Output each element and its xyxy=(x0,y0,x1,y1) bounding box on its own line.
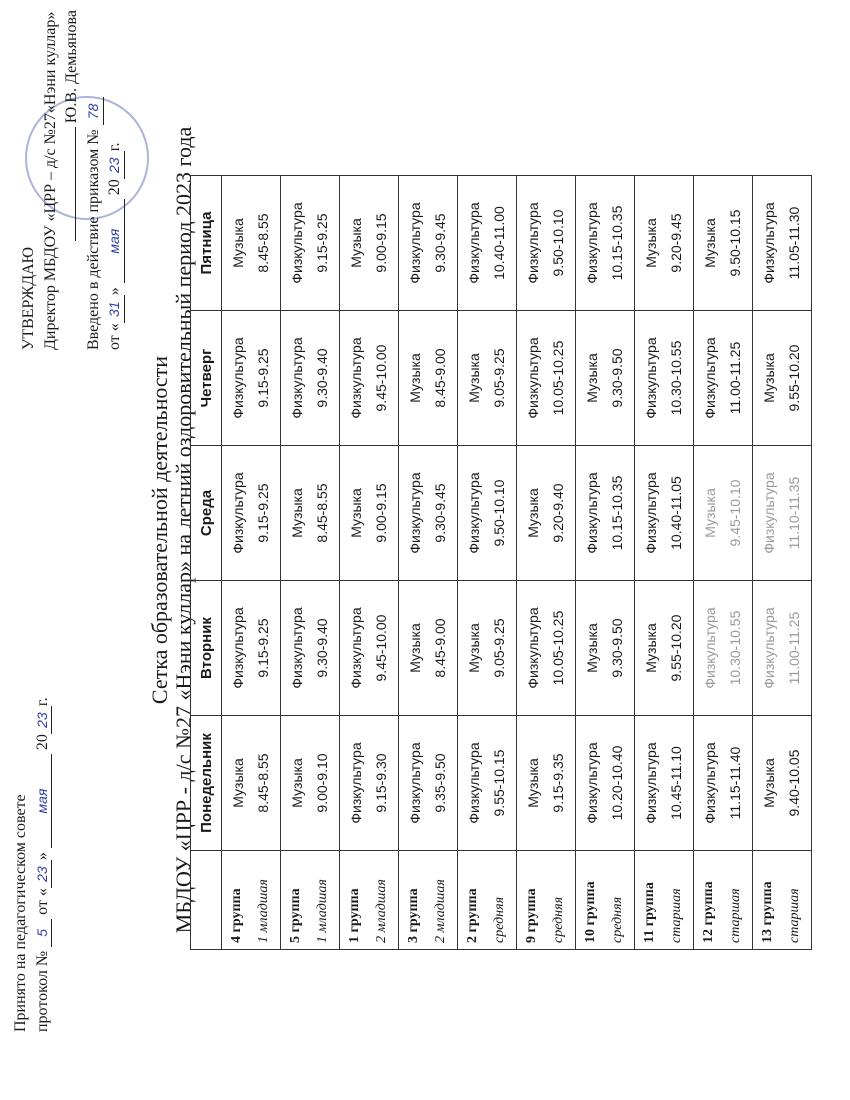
lesson-cell-thursday xyxy=(281,311,340,446)
lesson-time: 10.05-10.25 xyxy=(550,340,566,416)
order-date-line xyxy=(104,10,126,350)
lesson-time: 9.30-9.45 xyxy=(432,213,448,273)
lesson-subject: Физкультура xyxy=(524,202,541,284)
group-name: 3 группа xyxy=(406,888,422,943)
table-row xyxy=(222,176,281,950)
lesson-cell-tuesday xyxy=(753,581,812,716)
group-age: средняя xyxy=(492,896,507,943)
lesson-time: 9.20-9.45 xyxy=(668,213,684,273)
protocol-month: мая xyxy=(33,754,53,848)
lesson-subject: Музыка xyxy=(701,218,718,268)
lesson-cell-friday xyxy=(340,176,399,311)
lesson-cell-thursday xyxy=(340,311,399,446)
lesson-time: 9.15-9.30 xyxy=(373,753,389,813)
lesson-time: 10.30-10.55 xyxy=(727,610,743,686)
header-tuesday: Вторник xyxy=(191,581,222,716)
lesson-time: 9.35-9.50 xyxy=(432,753,448,813)
group-name: 12 группа xyxy=(701,881,717,943)
lesson-cell-thursday xyxy=(576,311,635,446)
lesson-cell-tuesday xyxy=(281,581,340,716)
lesson-time: 9.45-10.00 xyxy=(373,614,389,682)
lesson-cell-friday xyxy=(517,176,576,311)
group-cell xyxy=(399,851,458,950)
director-name-line xyxy=(61,10,83,350)
council-line: Принято на педагогическом совете xyxy=(12,794,29,1032)
lesson-subject: Физкультура xyxy=(406,472,423,554)
lesson-subject: Музыка xyxy=(760,353,777,403)
lesson-time: 9.05-9.25 xyxy=(491,348,507,408)
table-row xyxy=(399,176,458,950)
lesson-time: 8.45-8.55 xyxy=(314,483,330,543)
lesson-time: 11.15-11.40 xyxy=(727,746,743,820)
lesson-time: 9.00-9.15 xyxy=(373,483,389,543)
table-row xyxy=(340,176,399,950)
lesson-subject: Физкультура xyxy=(583,742,600,824)
lesson-time: 9.45-10.10 xyxy=(727,479,743,547)
lesson-time: 10.05-10.25 xyxy=(550,610,566,686)
lesson-cell-thursday xyxy=(753,311,812,446)
order-year-prefix: 20 xyxy=(106,179,124,196)
lesson-cell-wednesday xyxy=(340,446,399,581)
order-year-suffix: 23 xyxy=(105,151,125,179)
lesson-time: 9.55-10.20 xyxy=(668,614,684,682)
protocol-year-end: г. xyxy=(33,697,51,707)
group-cell xyxy=(517,851,576,950)
lesson-subject: Музыка xyxy=(701,488,718,538)
lesson-time: 10.15-10.35 xyxy=(609,205,625,281)
lesson-subject: Физкультура xyxy=(288,337,305,419)
lesson-time: 9.30-9.40 xyxy=(314,618,330,678)
lesson-time: 9.15-9.35 xyxy=(550,753,566,813)
order-month: мая xyxy=(105,199,125,283)
protocol-day: 23 xyxy=(33,860,53,888)
lesson-cell-friday xyxy=(694,176,753,311)
group-name: 5 группа xyxy=(288,888,304,943)
lesson-time: 10.15-10.35 xyxy=(609,475,625,551)
group-name: 11 группа xyxy=(642,882,658,943)
lesson-cell-monday xyxy=(458,716,517,851)
group-name: 2 группа xyxy=(465,888,481,943)
lesson-subject: Физкультура xyxy=(465,472,482,554)
order-date-mid: » xyxy=(106,287,124,296)
lesson-subject: Музыка xyxy=(406,623,423,673)
header-monday: Понедельник xyxy=(191,716,222,851)
group-age: 1 младшая xyxy=(315,879,330,943)
lesson-cell-wednesday xyxy=(576,446,635,581)
protocol-number: 5 xyxy=(33,919,53,947)
group-age: 2 младшая xyxy=(374,879,389,943)
lesson-subject: Физкультура xyxy=(642,472,659,554)
lesson-subject: Музыка xyxy=(347,488,364,538)
lesson-subject: Музыка xyxy=(642,218,659,268)
header-thursday: Четверг xyxy=(191,311,222,446)
lesson-cell-tuesday xyxy=(576,581,635,716)
lesson-cell-tuesday xyxy=(517,581,576,716)
table-row xyxy=(576,176,635,950)
protocol-date-prefix: от « xyxy=(33,888,51,915)
lesson-subject: Физкультура xyxy=(347,337,364,419)
lesson-time: 9.30-9.45 xyxy=(432,483,448,543)
lesson-subject: Физкультура xyxy=(583,472,600,554)
lesson-subject: Музыка xyxy=(229,218,246,268)
lesson-time: 10.20-10.40 xyxy=(609,745,625,821)
lesson-cell-wednesday xyxy=(281,446,340,581)
lesson-cell-friday xyxy=(399,176,458,311)
lesson-time: 9.30-9.40 xyxy=(314,348,330,408)
lesson-cell-wednesday xyxy=(694,446,753,581)
lesson-cell-tuesday xyxy=(222,581,281,716)
lesson-time: 9.55-10.15 xyxy=(491,749,507,817)
lesson-subject: Музыка xyxy=(524,758,541,808)
lesson-cell-monday xyxy=(694,716,753,851)
lesson-time: 9.50-10.15 xyxy=(727,209,743,277)
lesson-subject: Физкультура xyxy=(760,607,777,689)
order-day: 31 xyxy=(105,295,125,323)
lesson-time: 9.00-9.15 xyxy=(373,213,389,273)
group-age: старшая xyxy=(669,888,684,943)
lesson-subject: Физкультура xyxy=(642,742,659,824)
lesson-time: 9.15-9.25 xyxy=(255,483,271,543)
lesson-subject: Музыка xyxy=(406,353,423,403)
group-cell xyxy=(458,851,517,950)
lesson-cell-monday xyxy=(281,716,340,851)
lesson-time: 10.45-11.10 xyxy=(668,746,684,820)
group-age: 1 младшая xyxy=(256,879,271,943)
lesson-subject: Физкультура xyxy=(701,337,718,419)
lesson-cell-thursday xyxy=(635,311,694,446)
lesson-cell-friday xyxy=(753,176,812,311)
protocol-line xyxy=(32,572,54,1032)
director-title: Директор МБДОУ «ЦРР – д/с №27«Нэни куллар» xyxy=(41,11,59,350)
lesson-subject: Музыка xyxy=(583,353,600,403)
lesson-time: 9.30-9.50 xyxy=(609,618,625,678)
header-row xyxy=(191,176,222,950)
table-row xyxy=(635,176,694,950)
group-name: 9 группа xyxy=(524,888,540,943)
lesson-subject: Физкультура xyxy=(288,202,305,284)
order-year-end: г. xyxy=(106,142,124,152)
lesson-cell-friday xyxy=(222,176,281,311)
lesson-subject: Физкультура xyxy=(701,607,718,689)
group-cell xyxy=(753,851,812,950)
lesson-time: 9.40-10.05 xyxy=(786,749,802,817)
lesson-cell-monday xyxy=(399,716,458,851)
group-age: средняя xyxy=(610,896,625,943)
lesson-cell-friday xyxy=(281,176,340,311)
pedagogical-council-approval xyxy=(10,572,53,1032)
lesson-time: 9.45-10.00 xyxy=(373,344,389,412)
lesson-time: 9.20-9.40 xyxy=(550,483,566,543)
header-friday: Пятница xyxy=(191,176,222,311)
group-age: старшая xyxy=(787,888,802,943)
lesson-time: 10.30-10.55 xyxy=(668,340,684,416)
lesson-time: 9.55-10.20 xyxy=(786,344,802,412)
lesson-cell-thursday xyxy=(399,311,458,446)
lesson-cell-monday xyxy=(222,716,281,851)
lesson-time: 8.45-9.00 xyxy=(432,618,448,678)
order-number: 78 xyxy=(84,97,104,125)
lesson-subject: Музыка xyxy=(465,623,482,673)
lesson-cell-wednesday xyxy=(517,446,576,581)
lesson-cell-tuesday xyxy=(458,581,517,716)
lesson-time: 9.15-9.25 xyxy=(255,348,271,408)
lesson-cell-monday xyxy=(635,716,694,851)
group-name: 4 группа xyxy=(229,888,245,943)
lesson-time: 11.05-11.30 xyxy=(786,206,802,280)
lesson-cell-wednesday xyxy=(399,446,458,581)
lesson-subject: Музыка xyxy=(347,218,364,268)
lesson-time: 8.45-9.00 xyxy=(432,348,448,408)
order-prefix: Введено в действие приказом № xyxy=(84,129,102,350)
group-age: 2 младшая xyxy=(433,879,448,943)
lesson-time: 9.15-9.25 xyxy=(255,618,271,678)
group-cell xyxy=(576,851,635,950)
lesson-cell-monday xyxy=(576,716,635,851)
table-row xyxy=(458,176,517,950)
lesson-cell-monday xyxy=(517,716,576,851)
protocol-date-mid: » xyxy=(33,852,51,861)
order-date-prefix: от « xyxy=(106,323,124,350)
group-age: старшая xyxy=(728,888,743,943)
lesson-cell-thursday xyxy=(222,311,281,446)
lesson-subject: Физкультура xyxy=(229,337,246,419)
lesson-time: 9.50-10.10 xyxy=(550,209,566,277)
lesson-subject: Физкультура xyxy=(642,337,659,419)
lesson-subject: Физкультура xyxy=(524,607,541,689)
lesson-time: 9.30-9.50 xyxy=(609,348,625,408)
lesson-cell-wednesday xyxy=(458,446,517,581)
director-approval xyxy=(18,10,126,350)
lesson-cell-friday xyxy=(576,176,635,311)
table-row xyxy=(281,176,340,950)
group-cell xyxy=(222,851,281,950)
approve-heading: УТВЕРЖДАЮ xyxy=(20,246,37,350)
lesson-subject: Физкультура xyxy=(760,472,777,554)
signature-line xyxy=(75,127,76,241)
group-name: 10 группа xyxy=(583,881,599,943)
schedule-table xyxy=(190,175,812,950)
lesson-time: 8.45-8.55 xyxy=(255,753,271,813)
lesson-subject: Физкультура xyxy=(347,742,364,824)
table-row xyxy=(517,176,576,950)
lesson-subject: Музыка xyxy=(642,623,659,673)
lesson-subject: Музыка xyxy=(524,488,541,538)
header-group xyxy=(191,851,222,950)
protocol-year-suffix: 23 xyxy=(33,706,53,734)
header-wednesday: Среда xyxy=(191,446,222,581)
lesson-subject: Физкультура xyxy=(229,472,246,554)
lesson-subject: Физкультура xyxy=(701,742,718,824)
lesson-cell-tuesday xyxy=(340,581,399,716)
lesson-subject: Физкультура xyxy=(406,202,423,284)
order-line xyxy=(83,10,105,350)
lesson-cell-thursday xyxy=(517,311,576,446)
lesson-cell-tuesday xyxy=(635,581,694,716)
lesson-subject: Музыка xyxy=(583,623,600,673)
group-name: 1 группа xyxy=(347,888,363,943)
lesson-cell-wednesday xyxy=(222,446,281,581)
lesson-subject: Физкультура xyxy=(347,607,364,689)
lesson-subject: Музыка xyxy=(288,758,305,808)
group-age: средняя xyxy=(551,896,566,943)
table-row xyxy=(753,176,812,950)
lesson-subject: Физкультура xyxy=(465,202,482,284)
lesson-time: 8.45-8.55 xyxy=(255,213,271,273)
group-cell xyxy=(694,851,753,950)
lesson-subject: Физкультура xyxy=(288,607,305,689)
title-line-2: МБДОУ «ЦРР - д/с №27 «Нэни куллар» на летний оздоровительный период 2023 года xyxy=(171,126,197,934)
lesson-subject: Музыка xyxy=(760,758,777,808)
schedule-body xyxy=(222,176,812,950)
group-cell xyxy=(340,851,399,950)
lesson-cell-monday xyxy=(753,716,812,851)
title-line-1: Сетка образовательной деятельности xyxy=(147,355,172,705)
lesson-cell-tuesday xyxy=(694,581,753,716)
lesson-subject: Музыка xyxy=(288,488,305,538)
group-name: 13 группа xyxy=(760,881,776,943)
lesson-time: 9.05-9.25 xyxy=(491,618,507,678)
lesson-time: 11.00-11.25 xyxy=(786,611,802,685)
lesson-subject: Музыка xyxy=(465,353,482,403)
table-row xyxy=(694,176,753,950)
lesson-cell-monday xyxy=(340,716,399,851)
lesson-subject: Физкультура xyxy=(465,742,482,824)
group-cell xyxy=(281,851,340,950)
lesson-time: 9.50-10.10 xyxy=(491,479,507,547)
lesson-time: 10.40-11.00 xyxy=(491,206,507,280)
lesson-time: 9.15-9.25 xyxy=(314,213,330,273)
lesson-cell-friday xyxy=(458,176,517,311)
lesson-subject: Физкультура xyxy=(760,202,777,284)
lesson-subject: Физкультура xyxy=(406,742,423,824)
group-cell xyxy=(635,851,694,950)
lesson-cell-tuesday xyxy=(399,581,458,716)
protocol-year-prefix: 20 xyxy=(33,734,51,751)
lesson-subject: Физкультура xyxy=(583,202,600,284)
lesson-time: 10.40-11.05 xyxy=(668,476,684,550)
lesson-cell-friday xyxy=(635,176,694,311)
lesson-cell-thursday xyxy=(694,311,753,446)
lesson-cell-wednesday xyxy=(635,446,694,581)
director-name: Ю.В. Демьянова xyxy=(63,10,81,124)
lesson-time: 11.00-11.25 xyxy=(727,341,743,415)
lesson-subject: Физкультура xyxy=(229,607,246,689)
lesson-cell-thursday xyxy=(458,311,517,446)
lesson-subject: Музыка xyxy=(229,758,246,808)
lesson-time: 9.00-9.10 xyxy=(314,753,330,813)
lesson-time: 11.10-11.35 xyxy=(786,476,802,550)
protocol-prefix: протокол № xyxy=(33,950,51,1032)
lesson-cell-wednesday xyxy=(753,446,812,581)
lesson-subject: Физкультура xyxy=(524,337,541,419)
